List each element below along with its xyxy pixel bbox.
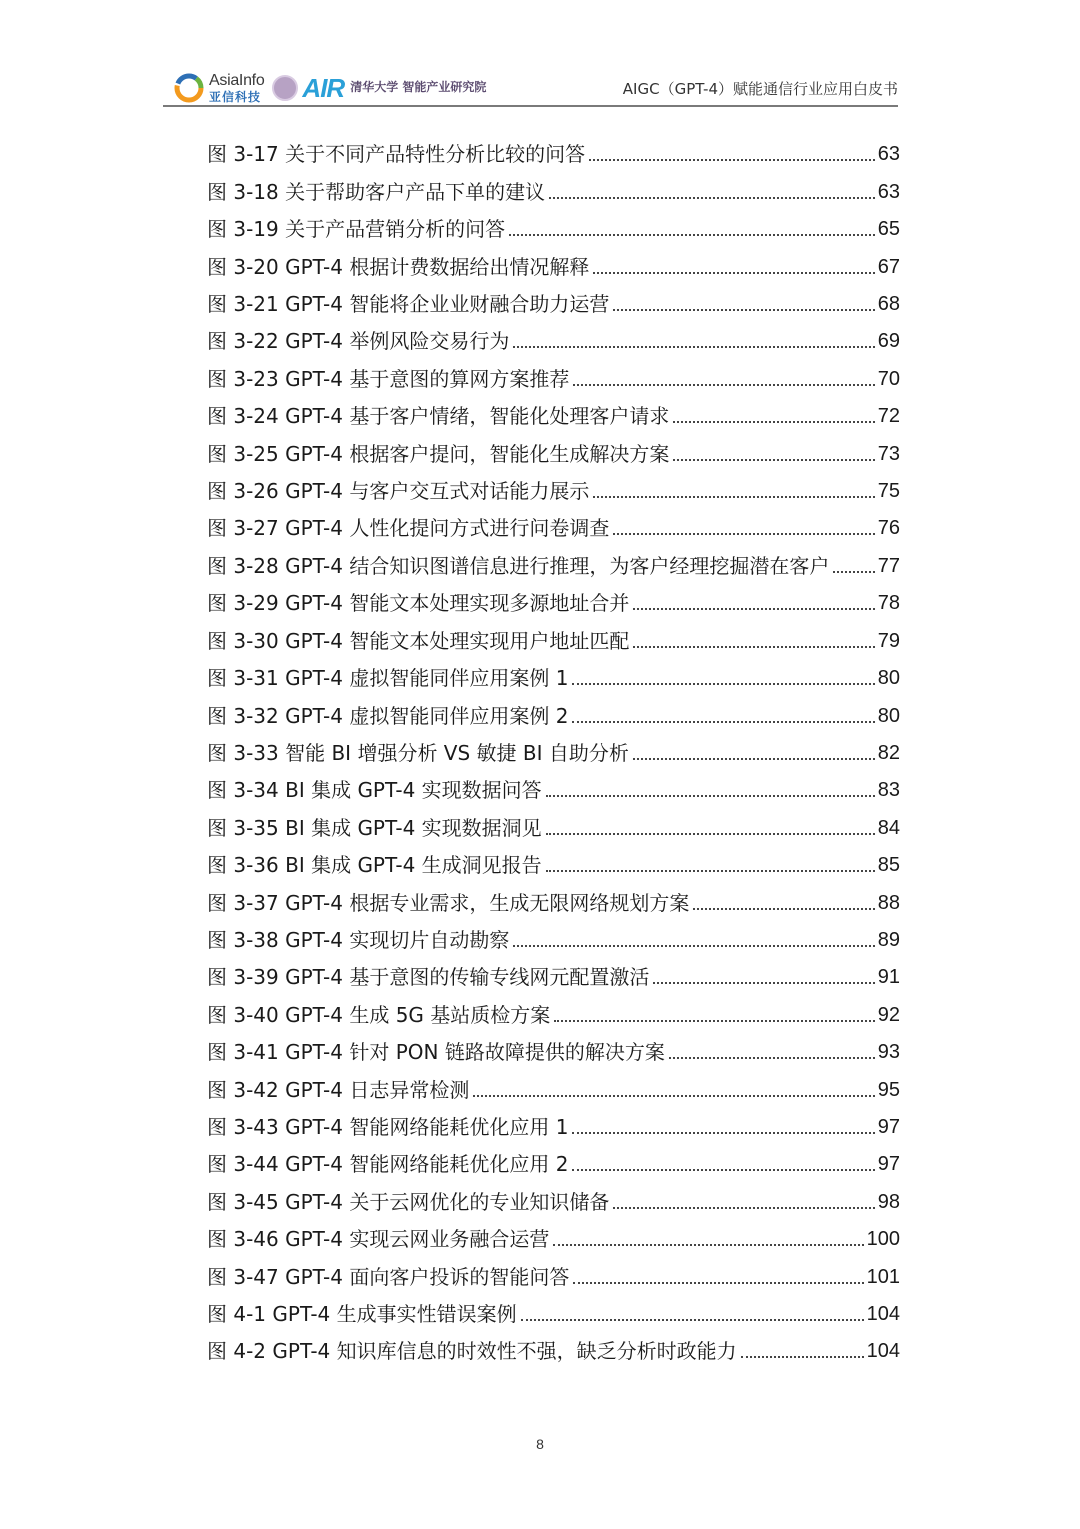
toc-entry-label: 图 3-27 GPT-4 人性化提问方式进行问卷调查 [207,516,610,541]
toc-leader-dots [572,1169,874,1171]
toc-entry-page: 67 [877,255,900,278]
air-logo [302,73,344,104]
toc-entry-label: 图 3-29 GPT-4 智能文本处理实现多源地址合并 [207,591,630,616]
toc-leader-dots [613,309,874,311]
toc-entry-page: 97 [877,1115,900,1138]
toc-entry-label: 图 3-25 GPT-4 根据客户提问，智能化生成解决方案 [207,441,670,466]
toc-entry-label: 图 4-2 GPT-4 知识库信息的时效性不强，缺乏分析时政能力 [207,1339,737,1364]
toc-entry[interactable] [207,1106,900,1143]
page-number: 8 [536,1436,544,1452]
toc-leader-dots [553,1244,863,1246]
toc-entry-label: 图 3-32 GPT-4 虚拟智能同伴应用案例 2 [207,703,569,728]
toc-leader-dots [573,1282,863,1284]
toc-entry-label: 图 3-33 智能 BI 增强分析 VS 敏捷 BI 自助分析 [207,740,629,765]
toc-entry-label: 图 3-23 GPT-4 基于意图的算网方案推荐 [207,366,570,391]
toc-entry-page: 92 [877,1003,900,1026]
toc-entry-page: 98 [877,1190,900,1213]
toc-entry[interactable] [207,769,900,806]
toc-entry[interactable] [207,582,900,619]
toc-entry-page: 72 [877,405,900,428]
toc-entry-page: 85 [877,854,900,877]
toc-entry-page: 93 [877,1041,900,1064]
header-logos [173,70,486,106]
toc-entry-label: 图 3-31 GPT-4 虚拟智能同伴应用案例 1 [207,666,569,691]
toc-entry[interactable] [207,1180,900,1217]
toc-leader-dots [546,795,875,797]
toc-leader-dots [673,459,874,461]
toc-entry-page: 100 [866,1228,900,1251]
toc-entry-page: 70 [877,367,900,390]
page-header [163,66,898,108]
toc-entry-label: 图 3-19 关于产品营销分析的问答 [207,217,506,242]
toc-leader-dots [573,384,874,386]
toc-entry[interactable] [207,732,900,769]
toc-entry-page: 76 [877,517,900,540]
toc-entry-page: 80 [877,667,900,690]
toc-entry-page: 69 [877,330,900,353]
toc-leader-dots [613,1207,874,1209]
toc-entry[interactable] [207,208,900,245]
toc-leader-dots [669,1057,875,1059]
toc-entry[interactable] [207,245,900,282]
toc-entry-page: 68 [877,293,900,316]
toc-entry[interactable] [207,1255,900,1292]
toc-entry-page: 65 [877,218,900,241]
air-logo-text: AIR [302,72,345,103]
toc-entry-label: 图 3-37 GPT-4 根据专业需求，生成无限网络规划方案 [207,890,690,915]
toc-leader-dots [613,533,874,535]
toc-leader-dots [549,197,875,199]
asiainfo-wordmark-cn: 亚信科技 [209,90,262,104]
table-of-figures [207,133,900,1367]
toc-leader-dots [509,234,875,236]
toc-entry[interactable] [207,357,900,394]
asiainfo-wordmark-en: AsiaInfo [209,72,265,89]
toc-entry[interactable] [207,283,900,320]
toc-entry-page: 88 [877,891,900,914]
toc-entry[interactable] [207,1143,900,1180]
toc-entry-page: 79 [877,629,900,652]
toc-entry-page: 84 [877,816,900,839]
toc-entry-page: 95 [877,1078,900,1101]
toc-entry-page: 97 [877,1153,900,1176]
toc-leader-dots [513,346,874,348]
toc-entry[interactable] [207,1068,900,1105]
toc-leader-dots [589,159,875,161]
toc-entry-page: 89 [877,928,900,951]
toc-leader-dots [593,272,874,274]
header-divider [163,105,898,107]
toc-entry-page: 101 [866,1265,900,1288]
toc-leader-dots [673,421,874,423]
toc-entry[interactable] [207,657,900,694]
toc-entry[interactable] [207,844,900,881]
toc-entry[interactable] [207,544,900,581]
toc-leader-dots [513,945,874,947]
toc-entry-label: 图 3-17 关于不同产品特性分析比较的问答 [207,142,586,167]
toc-entry[interactable] [207,919,900,956]
toc-leader-dots [741,1356,864,1358]
toc-leader-dots [554,1020,874,1022]
document-title: AIGC（GPT-4）赋能通信行业应用白皮书 [622,80,898,98]
toc-leader-dots [653,982,874,984]
toc-leader-dots [572,721,874,723]
tsinghua-air-wordmark [350,81,486,96]
toc-leader-dots [633,646,874,648]
toc-entry[interactable] [207,881,900,918]
toc-entry[interactable] [207,170,900,207]
toc-entry[interactable] [207,133,900,170]
toc-entry[interactable] [207,1218,900,1255]
toc-entry-label: 图 3-18 关于帮助客户产品下单的建议 [207,179,546,204]
toc-entry-label: 图 3-30 GPT-4 智能文本处理实现用户地址匹配 [207,628,630,653]
toc-entry-label: 图 3-44 GPT-4 智能网络能耗优化应用 2 [207,1152,569,1177]
toc-leader-dots [521,1319,864,1321]
toc-entry-label: 图 3-21 GPT-4 智能将企业业财融合助力运营 [207,292,610,317]
toc-entry[interactable] [207,619,900,656]
toc-leader-dots [833,571,874,573]
toc-leader-dots [633,608,874,610]
toc-leader-dots [546,833,875,835]
toc-entry-page: 73 [877,442,900,465]
toc-entry-label: 图 4-1 GPT-4 生成事实性错误案例 [207,1302,517,1326]
toc-entry-label: 图 3-22 GPT-4 举例风险交易行为 [207,329,510,354]
toc-entry-label: 图 3-20 GPT-4 根据计费数据给出情况解释 [207,254,590,279]
asiainfo-logo-icon [173,72,205,104]
tsinghua-seal-icon [272,75,298,101]
toc-entry-label: 图 3-34 BI 集成 GPT-4 实现数据问答 [207,778,542,803]
toc-entry-page: 104 [866,1340,900,1363]
toc-entry-page: 75 [877,480,900,503]
toc-entry-label: 图 3-38 GPT-4 实现切片自动勘察 [207,927,510,952]
toc-entry-label: 图 3-43 GPT-4 智能网络能耗优化应用 1 [207,1114,569,1139]
toc-entry-label: 图 3-24 GPT-4 基于客户情绪，智能化处理客户请求 [207,404,670,429]
toc-leader-dots [693,908,874,910]
toc-entry[interactable] [207,993,900,1030]
toc-entry-page: 80 [877,704,900,727]
toc-entry[interactable] [207,694,900,731]
toc-entry[interactable] [207,1031,900,1068]
toc-entry-page: 78 [877,592,900,615]
asiainfo-wordmark [209,73,264,103]
toc-entry-label: 图 3-28 GPT-4 结合知识图谱信息进行推理，为客户经理挖掘潜在客户 [207,553,830,578]
toc-entry-page: 82 [877,741,900,764]
toc-entry[interactable] [207,1330,900,1367]
toc-leader-dots [572,1132,874,1134]
toc-entry-page: 83 [877,779,900,802]
toc-entry-label: 图 3-41 GPT-4 针对 PON 链路故障提供的解决方案 [207,1040,665,1065]
toc-entry-label: 图 3-26 GPT-4 与客户交互式对话能力展示 [207,479,590,504]
toc-entry[interactable] [207,507,900,544]
toc-entry-label: 图 3-45 GPT-4 关于云网优化的专业知识储备 [207,1189,610,1214]
toc-entry-label: 图 3-47 GPT-4 面向客户投诉的智能问答 [207,1264,570,1289]
toc-entry-page: 77 [877,554,900,577]
toc-entry[interactable] [207,320,900,357]
toc-entry-page: 91 [877,966,900,989]
toc-entry-label: 图 3-35 BI 集成 GPT-4 实现数据洞见 [207,815,542,840]
toc-entry-label: 图 3-40 GPT-4 生成 5G 基站质检方案 [207,1002,551,1027]
toc-entry[interactable] [207,956,900,993]
toc-entry[interactable] [207,470,900,507]
toc-entry[interactable] [207,432,900,469]
tsinghua-wordmark-cn: 清华大学 智能产业研究院 [350,79,487,94]
toc-leader-dots [593,496,874,498]
toc-entry-page: 104 [866,1303,900,1325]
toc-entry-page: 63 [877,143,900,166]
toc-entry-label: 图 3-42 GPT-4 日志异常检测 [207,1077,470,1102]
toc-entry[interactable] [207,395,900,432]
toc-entry-label: 图 3-46 GPT-4 实现云网业务融合运营 [207,1227,550,1252]
toc-entry-page: 63 [877,180,900,203]
toc-leader-dots [546,870,875,872]
toc-entry-label: 图 3-39 GPT-4 基于意图的传输专线网元配置激活 [207,965,650,990]
toc-entry[interactable] [207,806,900,843]
toc-leader-dots [633,758,875,760]
toc-leader-dots [572,683,874,685]
toc-leader-dots [473,1095,874,1097]
toc-entry-label: 图 3-36 BI 集成 GPT-4 生成洞见报告 [207,853,542,878]
toc-entry[interactable] [207,1293,900,1330]
